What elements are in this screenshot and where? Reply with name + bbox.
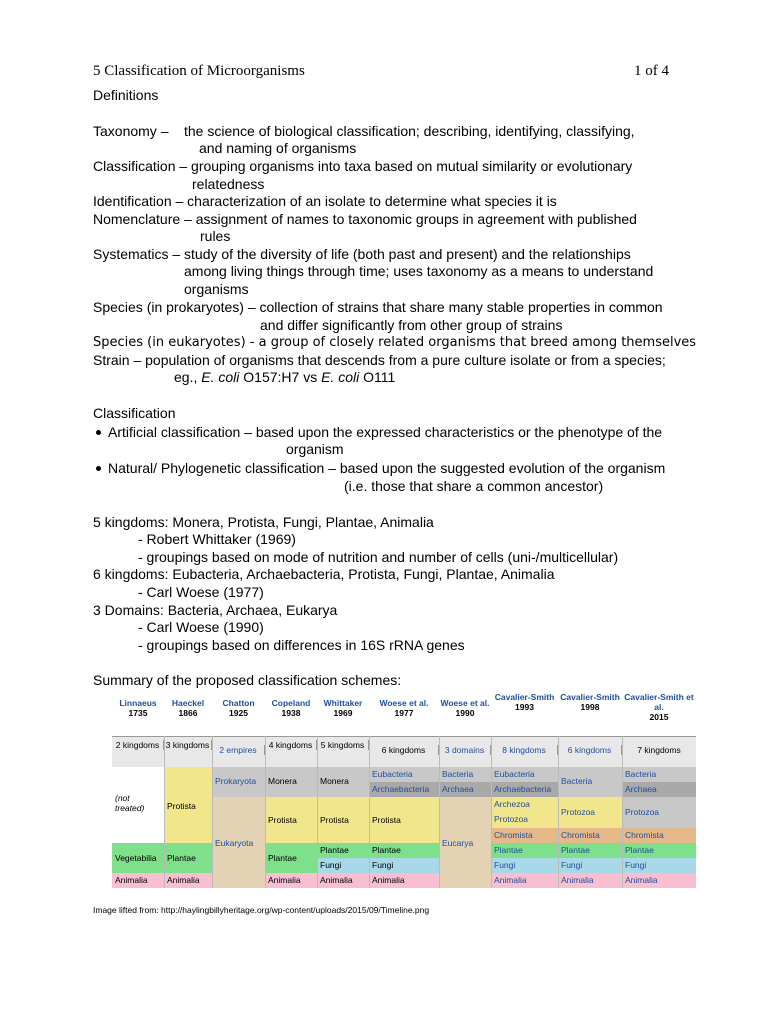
- classification-heading: Classification: [93, 405, 176, 421]
- cell-monera: Monera: [317, 767, 369, 797]
- cell-animalia: Animalia: [369, 873, 439, 888]
- cell-animalia: Animalia: [622, 873, 696, 888]
- author-header: Woese et al. 1990: [440, 698, 490, 718]
- five-kingdoms: 5 kingdoms: Monera, Protista, Fungi, Plantae, Animalia: [93, 514, 434, 530]
- author-header: Whittaker 1969: [323, 698, 363, 718]
- cell-archaebacteria: Archaebacteria: [369, 782, 439, 797]
- cell-plantae: Plantae: [317, 843, 369, 858]
- cell-protista: Protista: [317, 797, 369, 843]
- cell-fungi: Fungi: [317, 858, 369, 873]
- cell-protista: Protista: [164, 767, 212, 843]
- classification-def-line1: Classification – grouping organisms into taxa based on mutual similarity or evolutionary: [93, 158, 633, 174]
- cell-plantae: Plantae: [558, 843, 622, 858]
- systematics-def-line3: organisms: [184, 281, 249, 297]
- author-header: Woese et al. 1977: [379, 698, 429, 718]
- cell-monera: Monera: [265, 767, 317, 797]
- image-source-caption: Image lifted from: http://haylingbillyheritage.org/wp-content/uploads/2015/09/Timeline.png: [93, 905, 430, 915]
- cell-protista: Protista: [265, 797, 317, 843]
- strain-def-line1: Strain – population of organisms that descends from a pure culture isolate or from a species;: [93, 352, 666, 368]
- cell-animalia: Animalia: [112, 873, 164, 888]
- bullet-icon: [96, 466, 101, 471]
- nomenclature-def-line2: rules: [200, 228, 231, 244]
- cell-plantae: Plantae: [622, 843, 696, 858]
- cell-animalia: Animalia: [491, 873, 558, 888]
- cell-plantae: Plantae: [491, 843, 558, 858]
- count-cell: 3 domains: [439, 745, 491, 755]
- cell-prokaryota: Prokaryota: [212, 767, 265, 797]
- species-prokaryotes-line2: and differ significantly from other group of strains: [260, 317, 563, 333]
- summary-heading: Summary of the proposed classification schemes:: [93, 672, 402, 688]
- taxonomy-term: Taxonomy –: [93, 123, 169, 139]
- cell-eukaryota: Eukaryota: [212, 797, 265, 888]
- three-domains: 3 Domains: Bacteria, Archaea, Eukarya: [93, 602, 338, 618]
- taxonomy-def-line2: and naming of organisms: [199, 140, 357, 156]
- cell-chromista: Chromista: [491, 828, 558, 843]
- species-eukaryotes-def: Species (in eukaryotes) - a group of closely related organisms that breed among themselves: [93, 335, 697, 350]
- cell-eucarya: Eucarya: [439, 797, 491, 888]
- count-cell: 6 kingdoms: [369, 745, 439, 755]
- cell-archaea: Archaea: [439, 782, 491, 797]
- cell-archaea: Archaea: [622, 782, 696, 797]
- identification-def: Identification – characterization of an isolate to determine what species it is: [93, 193, 557, 209]
- count-cell: 3 kingdoms: [164, 740, 212, 750]
- cell-not-treated: (not treated): [112, 767, 164, 843]
- artificial-classification-line1: Artificial classification – based upon the expressed characteristics or the phenotype of the: [108, 424, 663, 440]
- page-number: 1 of 4: [634, 63, 669, 79]
- nomenclature-def-line1: Nomenclature – assignment of names to taxonomic groups in agreement with published: [93, 211, 637, 227]
- cell-protozoa: Protozoa: [491, 812, 558, 828]
- cell-animalia: Animalia: [558, 873, 622, 888]
- classification-def-line2: relatedness: [192, 176, 265, 192]
- cell-plantae: Plantae: [164, 843, 212, 873]
- definitions-heading: Definitions: [93, 87, 159, 103]
- cell-animalia: Animalia: [317, 873, 369, 888]
- author-header: Cavalier-Smith 1998: [560, 692, 620, 712]
- cell-archezoa: Archezoa: [491, 797, 558, 812]
- cell-fungi: Fungi: [622, 858, 696, 873]
- count-cell: 8 kingdoms: [491, 745, 558, 755]
- cell-eubacteria: Eubacteria: [369, 767, 439, 782]
- document-title: 5 Classification of Microorganisms: [93, 63, 305, 79]
- author-header: Haeckel 1866: [171, 698, 205, 718]
- author-header: Cavalier-Smith 1993: [494, 692, 555, 712]
- cell-vegetabilia: Vegetabilia: [112, 843, 164, 873]
- cell-protozoa: Protozoa: [558, 797, 622, 828]
- author-header: Chatton 1925: [222, 698, 255, 718]
- natural-classification-line1: Natural/ Phylogenetic classification – based upon the suggested evolution of the organism: [108, 460, 666, 476]
- count-cell: 4 kingdoms: [265, 740, 317, 750]
- five-kingdoms-basis: - groupings based on mode of nutrition and number of cells (uni-/multicellular): [138, 549, 619, 565]
- cell-animalia: Animalia: [164, 873, 212, 888]
- systematics-def-line1: Systematics – study of the diversity of life (both past and present) and the relationships: [93, 246, 631, 262]
- three-domains-author: - Carl Woese (1990): [138, 619, 264, 635]
- cell-fungi: Fungi: [558, 858, 622, 873]
- bullet-icon: [96, 430, 101, 435]
- count-cell: 7 kingdoms: [637, 745, 681, 755]
- six-kingdoms: 6 kingdoms: Eubacteria, Archaebacteria, Protista, Fungi, Plantae, Animalia: [93, 566, 555, 582]
- author-header: Linnaeus 1735: [119, 698, 157, 718]
- artificial-classification-line2: organism: [286, 441, 344, 457]
- cell-animalia: Animalia: [265, 873, 317, 888]
- author-header: Copeland 1938: [271, 698, 311, 718]
- cell-bacteria: Bacteria: [439, 767, 491, 782]
- count-cell: 6 kingdoms: [558, 745, 622, 755]
- cell-bacteria: Bacteria: [622, 767, 696, 782]
- count-cell: 5 kingdoms: [317, 740, 369, 750]
- cell-fungi: Fungi: [369, 858, 439, 873]
- cell-bacteria: Bacteria: [558, 767, 622, 797]
- cell-plantae: Plantae: [369, 843, 439, 858]
- three-domains-basis: - groupings based on differences in 16S rRNA genes: [138, 637, 465, 653]
- strain-def-line2: eg., E. coli O157:H7 vs E. coli O111: [174, 369, 396, 385]
- author-header: Cavalier-Smith et al. 2015: [624, 692, 694, 722]
- cell-protista: Protista: [369, 797, 439, 843]
- cell-protozoa: Protozoa: [622, 797, 696, 828]
- natural-classification-line2: (i.e. those that share a common ancestor): [344, 478, 604, 494]
- systematics-def-line2: among living things through time; uses taxonomy as a means to understand: [184, 263, 654, 279]
- count-cell: 2 kingdoms: [112, 740, 164, 750]
- six-kingdoms-author: - Carl Woese (1977): [138, 584, 264, 600]
- cell-fungi: Fungi: [491, 858, 558, 873]
- count-cell: 2 empires: [212, 745, 265, 755]
- taxonomy-def-line1: the science of biological classification; describing, identifying, classifying,: [184, 123, 635, 139]
- species-prokaryotes-line1: Species (in prokaryotes) – collection of strains that share many stable properties in common: [93, 299, 663, 315]
- cell-archaebacteria: Archaebacteria: [491, 782, 558, 797]
- cell-eubacteria: Eubacteria: [491, 767, 558, 782]
- five-kingdoms-author: - Robert Whittaker (1969): [138, 531, 296, 547]
- cell-plantae: Plantae: [265, 843, 317, 873]
- cell-chromista: Chromista: [622, 828, 696, 843]
- cell-chromista: Chromista: [558, 828, 622, 843]
- classification-schemes-figure: [112, 690, 696, 898]
